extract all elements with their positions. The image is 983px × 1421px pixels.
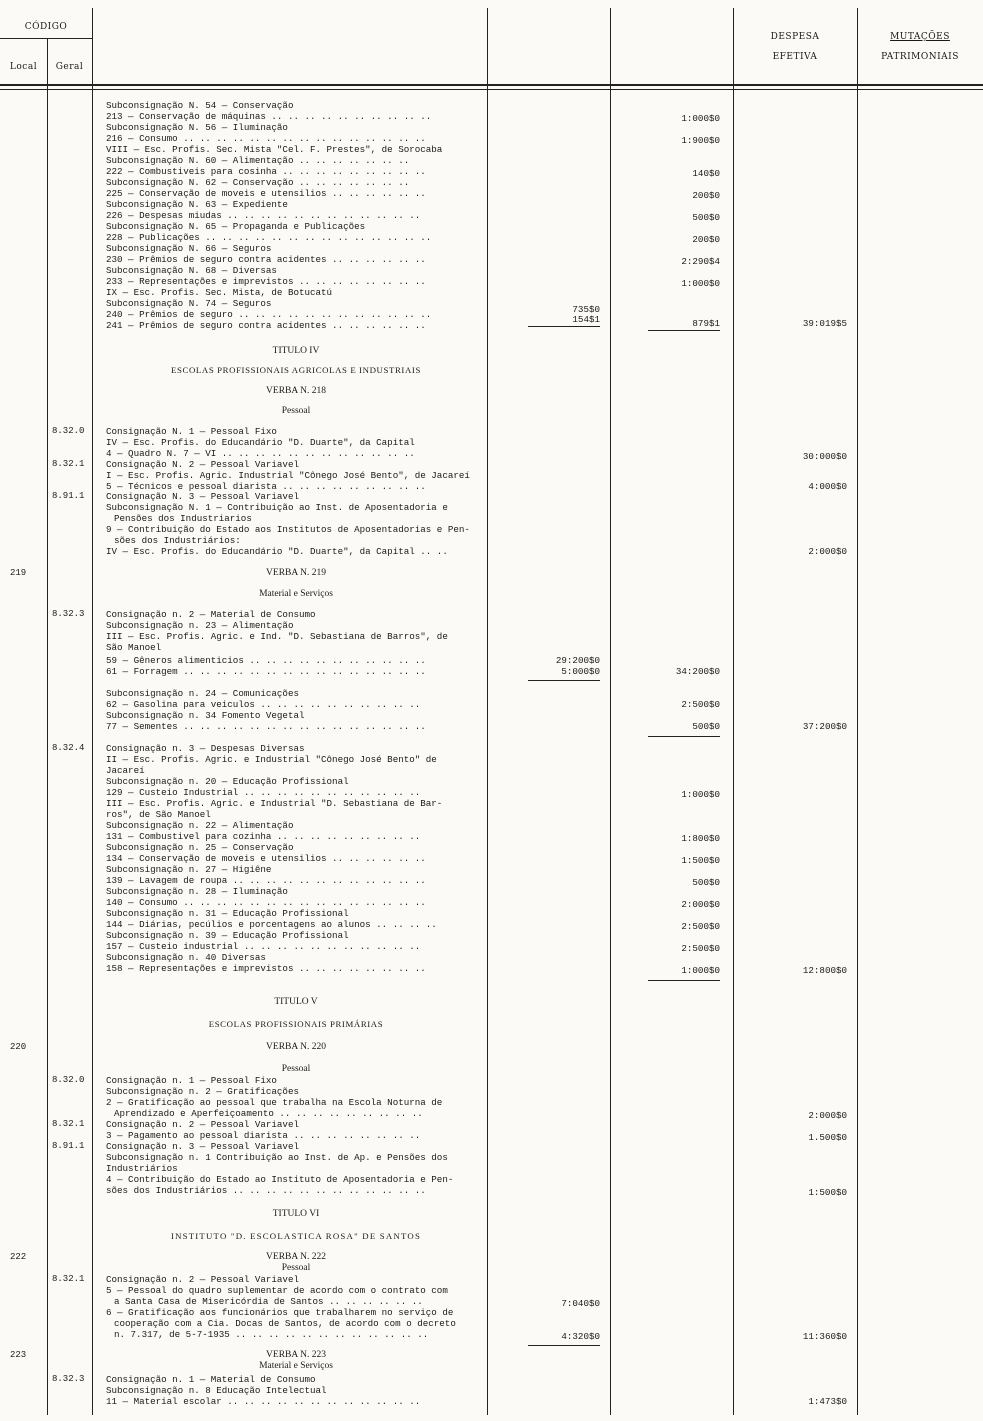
amount: 1:800$0 <box>681 833 720 844</box>
text-line: Jacareí <box>106 765 145 776</box>
text-line: 158 — Representações e imprevistos .. .. .. .. .. .. .. .. <box>106 963 426 974</box>
text-line: 5 — Técnicos e pessoal diarista .. .. .. .. .. .. .. .. .. <box>106 481 426 492</box>
subheading: Pessoal <box>281 1263 311 1273</box>
section-heading: ESCOLAS PROFISSIONAIS AGRICOLAS E INDUSTRIAIS <box>171 365 421 375</box>
code-geral: 8.32.1 <box>52 1119 85 1129</box>
text-line: IV — Esc. Profis. do Educandário "D. Duarte", da Capital .. .. <box>106 546 448 557</box>
text-line: 5 — Pessoal do quadro suplementar de acordo com o contrato com <box>106 1285 448 1296</box>
amount: 34:200$0 <box>675 666 720 677</box>
rule-local <box>47 38 48 1415</box>
amount: 7:040$0 <box>561 1298 600 1309</box>
text-line: Subconsignação n. 24 — Comunicações <box>106 688 299 699</box>
text-line: Subconsignação N. 60 — Alimentação .. .. .. .. .. .. .. <box>106 155 410 166</box>
total: 1:500$0 <box>808 1187 847 1198</box>
titulo-heading: TITULO IV <box>272 346 320 356</box>
text-line: 241 — Prêmios de seguro contra acidentes .. .. .. .. .. .. <box>106 320 426 331</box>
amount: 1:900$0 <box>681 135 720 146</box>
code-geral: 8.32.4 <box>52 743 85 753</box>
header-local: Local <box>9 62 38 72</box>
text-line: Consignação N. 2 — Pessoal Variavel <box>106 459 299 470</box>
total: 12:800$0 <box>802 965 847 976</box>
subheading: Material e Serviços <box>259 589 333 599</box>
subtotal-rule <box>528 1345 600 1346</box>
amount: 5:000$0 <box>561 666 600 677</box>
header-geral: Geral <box>55 62 84 72</box>
amount: 2:500$0 <box>681 921 720 932</box>
text-line: VIII — Esc. Profis. Sec. Mista "Cel. F. Prestes", de Sorocaba <box>106 144 443 155</box>
text-line: III — Esc. Profis. Agric. e Ind. "D. Sebastiana de Barros", de <box>106 631 448 642</box>
text-line: Pensões dos Industriarios <box>114 513 252 524</box>
amount: 500$0 <box>692 721 720 732</box>
text-line: São Manoel <box>106 642 162 653</box>
header-patrimoniais: PATRIMONIAIS <box>881 52 959 62</box>
text-line: Consignação n. 2 — Pessoal Variavel <box>106 1119 299 1130</box>
text-line: Subconsignação n. 34 Fomento Vegetal <box>106 710 305 721</box>
verba-heading: VERBA N. 223 <box>266 1350 326 1360</box>
subtotal-rule <box>648 736 720 737</box>
titulo-heading: TITULO V <box>274 997 318 1007</box>
text-line: Subconsignação N. 62 — Conservação .. .. .. .. .. .. .. <box>106 177 410 188</box>
text-line: Subconsignação n. 20 — Educação Profissional <box>106 776 349 787</box>
header-efetiva: EFETIVA <box>772 52 818 62</box>
text-line: 216 — Consumo .. .. .. .. .. .. .. .. .. .. .. .. .. .. .. <box>106 133 426 144</box>
rule-col3 <box>857 8 858 1415</box>
subheading: Material e Serviços <box>259 1361 333 1371</box>
total: 1.500$0 <box>808 1132 847 1143</box>
text-line: I — Esc. Profis. Agric. Industrial "Cônego José Bento", de Jacareí <box>106 470 470 481</box>
header-rule-bottom-2 <box>0 89 983 90</box>
amount: 200$0 <box>692 190 720 201</box>
text-line: 233 — Representações e imprevistos .. .. .. .. .. .. .. .. <box>106 276 426 287</box>
text-line: Subconsignação n. 31 — Educação Profissional <box>106 908 349 919</box>
amount: 4:320$0 <box>561 1331 600 1342</box>
text-line: sões dos Industriários .. .. .. .. .. .. .. .. .. .. .. .. <box>106 1185 426 1196</box>
total: 37:200$0 <box>802 721 847 732</box>
text-line: 140 — Consumo .. .. .. .. .. .. .. .. .. .. .. .. .. .. .. <box>106 897 426 908</box>
text-line: Subconsignação n. 2 — Gratificações <box>106 1086 299 1097</box>
text-line: ros", de São Manoel <box>106 809 211 820</box>
text-line: a Santa Casa de Misericórdia de Santos .. .. .. .. .. .. <box>114 1296 423 1307</box>
amount: 1:000$0 <box>681 278 720 289</box>
header-codigo: CÓDIGO <box>24 22 68 32</box>
text-line: Subconsignação N. 65 — Propaganda e Publicações <box>106 221 366 232</box>
text-line: 157 — Custeio industrial .. .. .. .. .. .. .. .. .. .. .. <box>106 941 421 952</box>
total: 4:000$0 <box>808 481 847 492</box>
text-line: 139 — Lavagem de roupa .. .. .. .. .. .. .. .. .. .. .. .. <box>106 875 426 886</box>
text-line: 9 — Contribuição do Estado aos Institutos de Aposentadorias e Pen- <box>106 524 470 535</box>
verba-heading: VERBA N. 219 <box>266 568 326 578</box>
text-line: 61 — Forragem .. .. .. .. .. .. .. .. .. .. .. .. .. .. .. <box>106 666 426 677</box>
header-rule-bottom <box>0 84 983 86</box>
amount: 1:000$0 <box>681 789 720 800</box>
text-line: 2 — Gratificação ao pessoal que trabalha na Escola Noturna de <box>106 1097 443 1108</box>
text-line: Subconsignação n. 23 — Alimentação <box>106 620 294 631</box>
amount: 2:290$4 <box>681 256 720 267</box>
verba-heading: VERBA N. 222 <box>266 1252 326 1262</box>
text-line: Subconsignação n. 40 Diversas <box>106 952 266 963</box>
code-geral: 8.32.0 <box>52 426 85 436</box>
text-line: 228 — Publicações .. .. .. .. .. .. .. .. .. .. .. .. .. .. <box>106 232 432 243</box>
text-line: IV — Esc. Profis. do Educandário "D. Duarte", da Capital <box>106 437 415 448</box>
text-line: sões dos Industriários: <box>114 535 241 546</box>
text-line: Subconsignação N. 54 — Conservação <box>106 100 294 111</box>
text-line: Subconsignação N. 1 — Contribuição ao Inst. de Aposentadoria e <box>106 502 448 513</box>
amount: 735$0 <box>572 304 600 315</box>
text-line: II — Esc. Profis. Agric. e Industrial "Cônego José Bento" de <box>106 754 437 765</box>
text-line: Consignação n. 2 — Pessoal Variavel <box>106 1274 299 1285</box>
amount: 500$0 <box>692 877 720 888</box>
text-line: Subconsignação N. 56 — Iluminação <box>106 122 288 133</box>
subheading: Pessoal <box>281 1064 311 1074</box>
text-line: 4 — Contribuição do Estado ao Instituto de Aposentadoria e Pen- <box>106 1174 454 1185</box>
amount: 2:000$0 <box>681 899 720 910</box>
text-line: 77 — Sementes .. .. .. .. .. .. .. .. .. .. .. .. .. .. .. <box>106 721 426 732</box>
header-rule-mid <box>0 38 92 39</box>
amount: 1:000$0 <box>681 965 720 976</box>
text-line: n. 7.317, de 5-7-1935 .. .. .. .. .. .. .. .. .. .. .. .. <box>114 1329 429 1340</box>
text-line: III — Esc. Profis. Agric. e Industrial "D. Sebastiana de Bar- <box>106 798 443 809</box>
subtotal-rule <box>528 680 600 681</box>
text-line: 11 — Material escolar .. .. .. .. .. .. .. .. .. .. .. .. <box>106 1396 421 1407</box>
code-geral: 8.91.1 <box>52 491 85 501</box>
titulo-heading: TITULO VI <box>272 1209 320 1219</box>
header-mutacoes: MUTAÇÕES <box>890 32 950 42</box>
total: 2:000$0 <box>808 546 847 557</box>
code-geral: 8.32.3 <box>52 609 85 619</box>
amount: 29:200$0 <box>555 655 600 666</box>
text-line: 240 — Prêmios de seguro .. .. .. .. .. .. .. .. .. .. .. .. <box>106 309 432 320</box>
text-line: Industriários <box>106 1163 178 1174</box>
text-line: 222 — Combustiveis para cosinha .. .. .. .. .. .. .. .. .. <box>106 166 426 177</box>
text-line: 213 — Conservação de máquinas .. .. .. .. .. .. .. .. .. .. <box>106 111 432 122</box>
text-line: Consignação n. 1 — Material de Consumo <box>106 1374 316 1385</box>
total: 30:000$0 <box>802 451 847 462</box>
text-line: Consignação n. 1 — Pessoal Fixo <box>106 1075 277 1086</box>
amount: 140$0 <box>692 168 720 179</box>
text-line: Consignação n. 3 — Despesas Diversas <box>106 743 305 754</box>
code-geral: 8.32.0 <box>52 1075 85 1085</box>
text-line: Consignação N. 1 — Pessoal Fixo <box>106 426 277 437</box>
text-line: Subconsignação n. 25 — Conservação <box>106 842 294 853</box>
text-line: 226 — Despesas miudas .. .. .. .. .. .. .. .. .. .. .. .. <box>106 210 421 221</box>
code-local: 219 <box>10 568 27 578</box>
code-geral: 8.32.1 <box>52 459 85 469</box>
subtotal-rule <box>528 326 600 327</box>
text-line: 59 — Gêneros alimenticios .. .. .. .. .. .. .. .. .. .. .. <box>106 655 426 666</box>
text-line: 62 — Gasolina para veiculos .. .. .. .. .. .. .. .. .. .. <box>106 699 421 710</box>
rule-geral <box>92 8 93 1415</box>
text-line: 129 — Custeio Industrial .. .. .. .. .. .. .. .. .. .. .. <box>106 787 421 798</box>
text-line: 131 — Combustivel para cozinha .. .. .. .. .. .. .. .. .. <box>106 831 421 842</box>
amount: 2:500$0 <box>681 699 720 710</box>
code-geral: 8.32.1 <box>52 1274 85 1284</box>
text-line: 3 — Pagamento ao pessoal diarista .. .. .. .. .. .. .. .. <box>106 1130 421 1141</box>
text-line: Subconsignação n. 1 Contribuição ao Inst. de Ap. e Pensões dos <box>106 1152 448 1163</box>
text-line: Subconsignação n. 22 — Alimentação <box>106 820 294 831</box>
code-geral: 8.91.1 <box>52 1141 85 1151</box>
verba-heading: VERBA N. 220 <box>266 1042 326 1052</box>
text-line: 4 — Quadro N. 7 — VI .. .. .. .. .. .. .. .. .. .. .. .. <box>106 448 415 459</box>
text-line: 134 — Conservação de moveis e utensilios .. .. .. .. .. .. <box>106 853 426 864</box>
verba-heading: VERBA N. 218 <box>266 386 326 396</box>
subtotal-rule <box>648 330 720 331</box>
text-line: IX — Esc. Profis. Sec. Mista, de Botucatú <box>106 287 333 298</box>
text-line: Consignação N. 3 — Pessoal Variavel <box>106 491 299 502</box>
code-geral: 8.32.3 <box>52 1374 85 1384</box>
subtotal-rule <box>648 980 720 981</box>
total: 11:360$0 <box>802 1331 847 1342</box>
amount: 879$1 <box>692 318 720 329</box>
amount: 154$1 <box>572 314 600 325</box>
total: 2:000$0 <box>808 1110 847 1121</box>
rule-text <box>487 8 488 1415</box>
amount: 1:000$0 <box>681 113 720 124</box>
text-line: Subconsignação N. 63 — Expediente <box>106 199 288 210</box>
text-line: cooperação com a Cia. Docas de Santos, de acordo com o decreto <box>114 1318 456 1329</box>
section-heading: INSTITUTO "D. ESCOLASTICA ROSA" DE SANTOS <box>170 1231 422 1241</box>
text-line: 225 — Conservação de moveis e utensilios .. .. .. .. .. .. <box>106 188 426 199</box>
code-local: 223 <box>10 1350 27 1360</box>
total: 39:019$5 <box>802 318 847 329</box>
text-line: Aprendizado e Aperfeiçoamento .. .. .. .. .. .. .. .. .. <box>114 1108 423 1119</box>
text-line: Subconsignação n. 27 — Higiêne <box>106 864 272 875</box>
text-line: Consignação n. 2 — Material de Consumo <box>106 609 316 620</box>
rule-col1 <box>610 8 611 1415</box>
amount: 200$0 <box>692 234 720 245</box>
rule-col2 <box>733 8 734 1415</box>
text-line: Subconsignação n. 39 — Educação Profissional <box>106 930 349 941</box>
text-line: Subconsignação N. 66 — Seguros <box>106 243 272 254</box>
text-line: 230 — Prêmios de seguro contra acidentes .. .. .. .. .. .. <box>106 254 426 265</box>
text-line: Subconsignação n. 28 — Iluminação <box>106 886 288 897</box>
text-line: 144 — Diárias, pecúlios e porcentagens ao alunos .. .. .. .. <box>106 919 437 930</box>
text-line: Subconsignação n. 8 Educação Intelectual <box>106 1385 327 1396</box>
text-line: Subconsignação N. 68 — Diversas <box>106 265 277 276</box>
text-line: 6 — Gratificação aos funcionários que trabalharem no serviço de <box>106 1307 454 1318</box>
amount: 1:500$0 <box>681 855 720 866</box>
total: 1:473$0 <box>808 1396 847 1407</box>
code-local: 220 <box>10 1042 27 1052</box>
amount: 500$0 <box>692 212 720 223</box>
text-line: Consignação n. 3 — Pessoal Variavel <box>106 1141 299 1152</box>
header-despesa: DESPESA <box>770 32 820 42</box>
subheading: Pessoal <box>281 406 311 416</box>
amount: 2:500$0 <box>681 943 720 954</box>
section-heading: ESCOLAS PROFISSIONAIS PRIMÁRIAS <box>208 1019 384 1029</box>
text-line: Subconsignação N. 74 — Seguros <box>106 298 272 309</box>
code-local: 222 <box>10 1252 27 1262</box>
